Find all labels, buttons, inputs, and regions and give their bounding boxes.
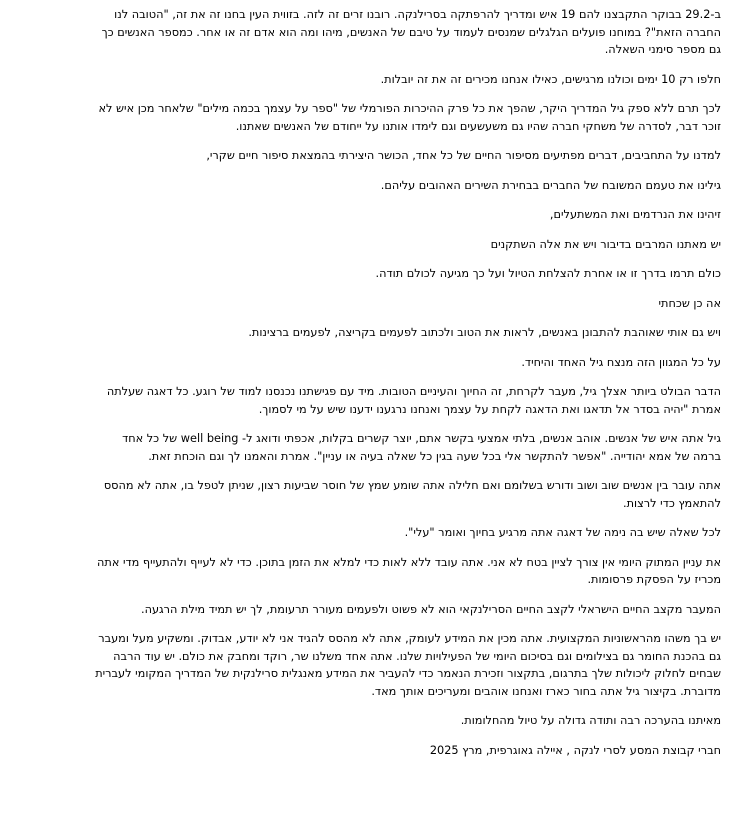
paragraph-pace: המעבר מקצב החיים הישראלי לקצב החיים הסרילנקאי הוא לא פשוט ולפעמים מעורר תרעומת, לך יש תמיד מילת הרגעה. <box>140 602 721 616</box>
paragraph-opening: ב-29.2 בבוקר התקבצנו להם 19 איש ומדריך להרפתקה בסרילנקה. רובנו זרים זה לזה. בזווית העין בחנו זה את זה, "הטובה לנו החברה הזאת"? במוחנו פועלים הגלגלים שמנסים לעמוד על טיבם של האנשים, מיהו ומה הוא אדם זה או אחר. כמספר האנשים כך גם מספר סימני השאלה. <box>101 8 721 56</box>
paragraph-gratitude: מאיתנו בהערכה רבה ותודה גדולה על טיול מהחלומות. <box>460 714 721 727</box>
paragraph-sleepers: זיהינו את הנרדמים ואת המשתעלים, <box>549 208 721 221</box>
paragraph-observer: ויש גם אותי שאוהבת להתבונן באנשים, לראות את הטוב ולכתוב לפעמים בקריצה, לפעמים ברצינות. <box>248 326 721 339</box>
paragraph-talkers: יש מאתנו המרבים בדיבור ויש את אלה השתקנים <box>490 237 721 251</box>
paragraph-signature: חברי קבוצת המסע לסרי לנקה , איילה גאוגרפית, מרץ 2025 <box>429 743 721 757</box>
paragraph-ten-days: חלפו רק 10 ימים וכולנו מרגישים, כאילו אנחנו מכירים זה את זה יובלות. <box>380 72 721 86</box>
paragraph-songs: גילינו את טעמם המשובח של החברים בבחירת השירים האהובים עליהם. <box>380 178 721 192</box>
paragraph-hobbies: למדנו על התחביבים, דברים מפתיעים מסיפור החיים של כל אחד, הכושר היצירתי בהמצאת סיפור חיים שקרי, <box>206 149 721 162</box>
paragraph-reassure: לכל שאלה שיש בה נימה של דאגה אתה מרגיע בחיוך ואומר "עלי". <box>404 526 721 539</box>
paragraph-conductor: על כל המגוון הזה מנצח גיל האחד והיחיד. <box>521 355 721 369</box>
paragraph-smile: הדבר הבולט ביותר אצלך גיל, מעבר לקרחת, זה החיוך והעיניים הטובות. מיד עם פגישתנו נכנסנו למוד של רוגע. כל דאגה שעלתה אמרת "יהיה בסדר אל תדאגו ואת הדאגה לקחת על עצמך ואנחנו נרגענו ידענו שיש על מי לסמוך. <box>106 385 721 416</box>
paragraph-guide-games: לכך תרם ללא ספק גיל המדריך היקר, שהפך את כל פרק ההיכרות הפורמלי של "ספר על עצמך בכמה מילים" שלאחר מכן איש לא זוכר דבר, לסדרה של משחקי חברה שהיו גם משעשעים וגם לימדו אותנו על ייחודם של האנשים שאתנו. <box>98 102 721 133</box>
paragraph-forgot: אה כן שכחתי <box>658 296 721 310</box>
paragraph-sweet: את עניין המתוק היומי אין צורך לציין בטח לא אני. אתה עובד ללא לאות כדי למלא את הזמן בתוכן. כדי לא לעייף ולהתעייף מדי אתה מכריז על הפסקת פרסומות. <box>97 555 721 586</box>
letter-document <box>92 6 721 771</box>
paragraph-thanks-all: כולם תרמו בדרך זו או אחרת להצלחת הטיול ועל כך מגיעה לכולם תודה. <box>375 267 721 280</box>
paragraph-people-person: גיל אתה איש של אנשים. אוהב אנשים, בלתי אמצעי בקשר אתם, יוצר קשרים בקלות, אכפתי ודואג ל- well being של כל אחד ברמה של אמא יהודייה. "אפשר להתקשר אלי בכל שעה בגין כל שאלה בעיה או עניין". אמרת והאמנו לך וגם הוכחת זאת. <box>122 432 721 463</box>
paragraph-wellbeing: אתה עובר בין אנשים שוב ושוב ודורש בשלומם ואם חלילה אתה שומע שמץ של חוסר שביעות רצון, שניתן לטפל בו, אתה לא מהסס להתאמץ כדי לרצות. <box>103 479 721 510</box>
paragraph-professional: יש בך משהו מהראשוניות המקצועית. אתה מכין את המידע לעומק, אתה לא מהסס להגיד אני לא יודע, אבדוק. ומשקיע מעל ומעבר גם בהכנת החומר גם בצילומים וגם בסיכום היומי של הפעילויות שלנו. אתה אחד משלנו שר, רוקד ומחבק את כולם. יש עוד הרבה שבחים לחלוק ליכולות שלך בתרגום, בתקצור וזכירת הנאמר כדי להעביר את המידע מאנגלית סרילנקית של המדריך המקומי לעברית מדוברת. בקיצור גיל אתה בחור כארז ואנחנו אוהבים ומעריכים אותך מאד. <box>95 632 721 698</box>
